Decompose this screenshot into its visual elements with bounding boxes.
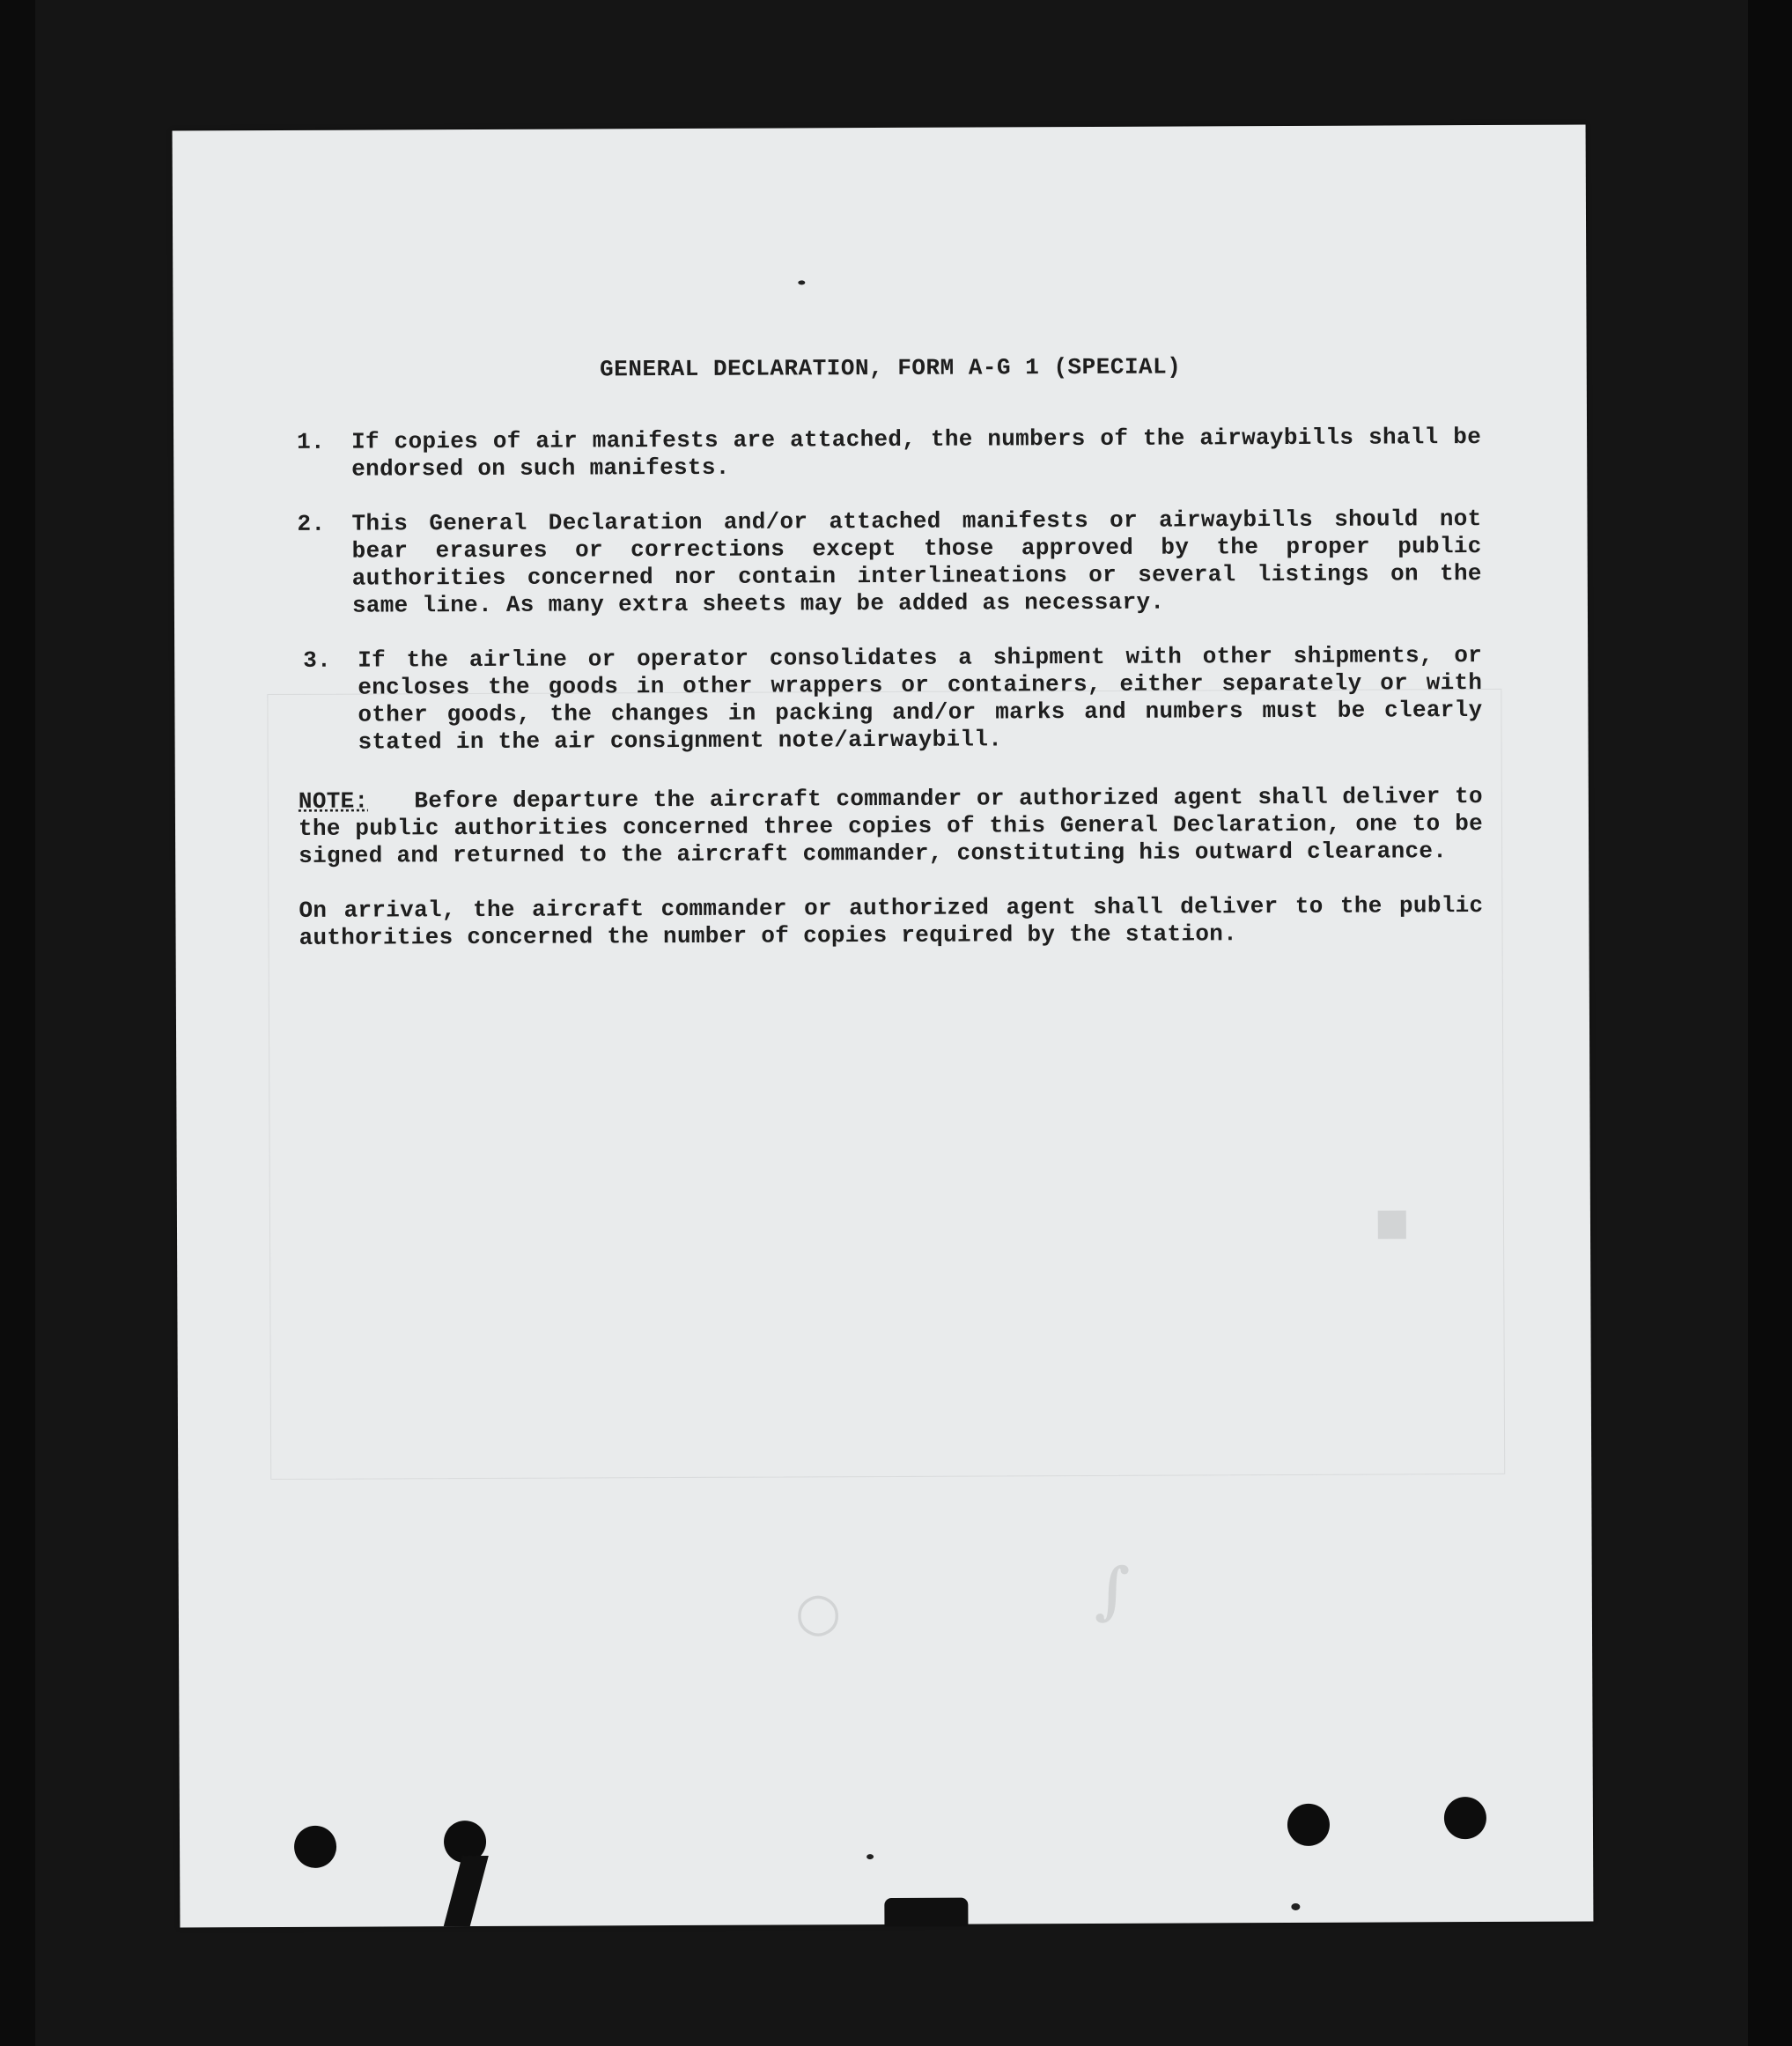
- document-title: GENERAL DECLARATION, FORM A-G 1 (SPECIAL): [600, 353, 1182, 383]
- list-item: [297, 506, 1482, 620]
- list-item: [297, 424, 1481, 484]
- item-text: If the airline or operator consolidates a shipment with other shipments, or encloses the goods in other wrappers or containers, either separately or with other goods, the changes in packing and/or marks and numbers must be clearly stated in the air consignment note/airwaybill.: [358, 642, 1483, 756]
- scan-border-left: [0, 0, 35, 2046]
- punch-hole: [294, 1826, 336, 1868]
- note-paragraph: [299, 783, 1483, 870]
- note-text: Before departure the aircraft commander or authorized agent shall deliver to the public authorities concerned three copies of this General Declaration, one to be signed and returned to the aircraft commander, constituting his outward clearance.: [298, 783, 1484, 869]
- item-number: 1.: [297, 428, 325, 455]
- speck: [867, 1854, 874, 1859]
- item-text: This General Declaration and/or attached manifests or airwaybills should not bear erasures or corrections except those approved by the proper public authorities concerned nor contain interlineations or several listings on the same line. As many extra sheets may be added as necessary.: [351, 506, 1482, 619]
- bleed-through-mark: ■: [1374, 1200, 1410, 1244]
- torn-edge: [884, 1898, 968, 1926]
- bleed-through-mark: ∫: [1094, 1553, 1131, 1627]
- list-item: [298, 642, 1483, 757]
- arrival-paragraph: On arrival, the aircraft commander or authorized agent shall deliver to the public authorities concerned the number of copies required by the station.: [299, 892, 1484, 951]
- item-text: If copies of air manifests are attached, the numbers of the airwaybills shall be endorsed on such manifests.: [351, 424, 1482, 483]
- item-number: 3.: [303, 646, 332, 674]
- speck: [798, 280, 805, 284]
- item-number: 2.: [297, 510, 326, 537]
- punch-hole: [1287, 1804, 1330, 1846]
- speck: [1291, 1903, 1300, 1910]
- torn-edge: [444, 1856, 489, 1926]
- bleed-through-mark: ○: [794, 1581, 842, 1643]
- scan-border-right: [1748, 0, 1792, 2046]
- document-body: [297, 352, 1484, 952]
- punch-hole: [1444, 1797, 1486, 1839]
- document-page: [173, 125, 1594, 1928]
- note-label: NOTE:: [298, 787, 369, 815]
